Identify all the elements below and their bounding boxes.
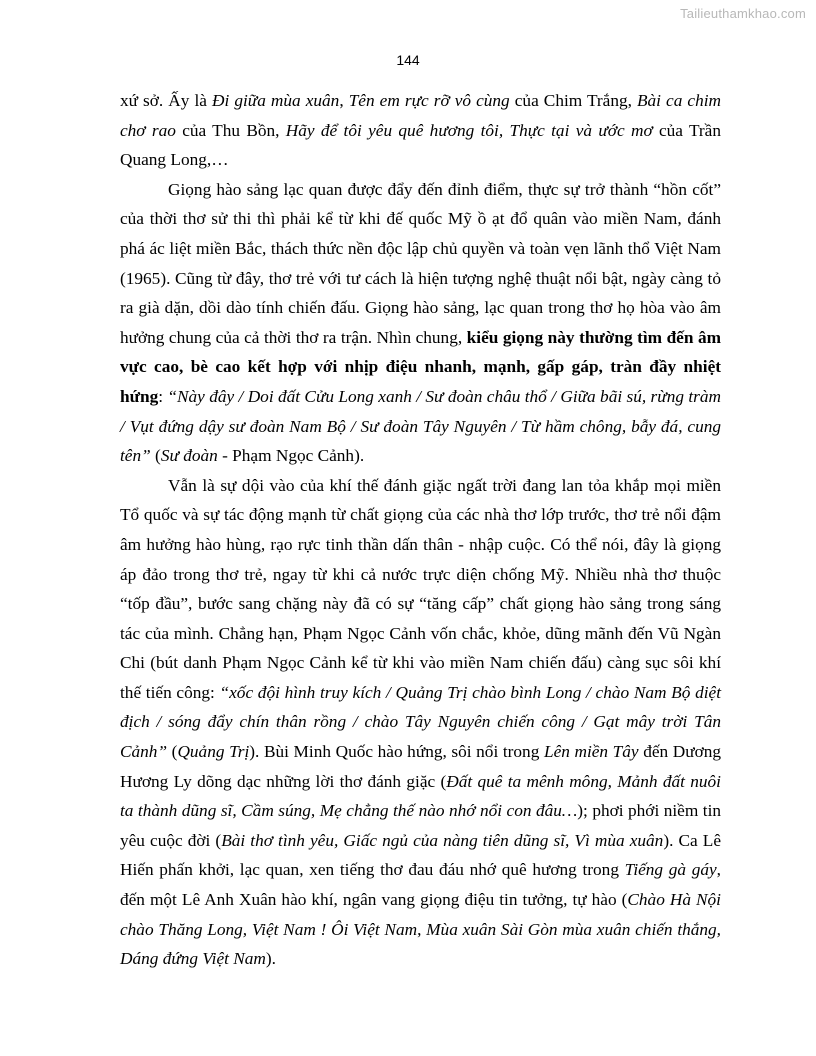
italic-run: Tiếng gà gáy bbox=[624, 860, 717, 880]
text-run: của Trần Quang Long,… bbox=[120, 120, 721, 170]
italic-run: Chào Hà Nội chào Thăng Long, Việt Nam ! Ôi Việt Nam bbox=[120, 890, 721, 939]
italic-run: “Này đây / Doi đất Cửu Long xanh / Sư đoàn châu thổ / Giữa bãi sú, rừng tràm / Vụt đứng dậy sư đoàn Nam Bộ / Sư đoàn Tây Nguyên / Từ hầm chông, bẫy đá, cung tên” bbox=[120, 386, 721, 466]
italic-run: Mùa xuân Sài Gòn mùa xuân chiến thắng, Dáng đứng Việt Nam bbox=[120, 919, 721, 969]
italic-run: Sư đoàn bbox=[160, 446, 218, 466]
text-run: ). Ca Lê Hiến phấn khởi, lạc quan, xen tiếng thơ đau đáu nhớ quê hương trong bbox=[120, 830, 721, 880]
italic-run: Quảng Trị bbox=[177, 742, 250, 762]
paragraph-1 bbox=[120, 86, 721, 175]
text-run: Vẫn là sự dội vào của khí thế đánh giặc ngất trời đang lan tỏa khắp mọi miền Tổ quốc và sự tác động mạnh từ chất giọng của các nhà thơ lớp trước, thơ trẻ nổi đậm âm hưởng hào hùng, rạo rực tinh thần dấn thân - nhập cuộc. Có thể nói, đây là giọng áp đảo trong thơ trẻ, ngay từ khi cả nước trực diện chống Mỹ. Nhiều nhà thơ thuộc “tốp đầu”, bước sang chặng này đã có sự “tăng cấp” chất giọng hào sảng trong sáng tác của mình. Chẳng hạn, Phạm Ngọc Cảnh vốn chắc, khỏe, dũng mãnh đến Vũ Ngàn Chi (bút danh Phạm Ngọc Cảnh kể từ khi vào miền Nam chiến đấu) càng sục sôi khí thế tiến công: bbox=[120, 475, 721, 702]
paragraph-2 bbox=[120, 175, 721, 471]
text-run: của Chim Trắng, bbox=[509, 91, 637, 110]
italic-run: Đi giữa mùa xuân bbox=[212, 91, 340, 110]
text-run: ). bbox=[265, 949, 276, 969]
italic-run: Đất quê ta mênh mông, Mảnh đất nuôi ta thành dũng sĩ, Cầm súng, Mẹ chẳng thế nào nhớ nổi con đâu… bbox=[120, 771, 721, 821]
text-run: ). Bùi Minh Quốc hào hứng, sôi nổi trong bbox=[249, 742, 544, 762]
watermark: Tailieuthamkhao.com bbox=[680, 6, 806, 21]
text-run: đến Dương Hương Ly dõng dạc những lời thơ đánh giặc ( bbox=[120, 742, 722, 791]
italic-run: Bài thơ tình yêu, Giấc ngủ của nàng tiên dũng sĩ, Vì mùa xuân bbox=[221, 830, 664, 850]
italic-run: Lên miền Tây bbox=[543, 742, 639, 762]
text-run: , bbox=[417, 919, 427, 939]
italic-run: Bài ca chim chơ rao bbox=[120, 91, 721, 140]
italic-run: “xốc đội hình truy kích / Quảng Trị chào bình Long / chào Nam Bộ diệt địch / sóng đẩy chín thân rồng / chào Tây Nguyên chiến công / Gạt mây trời Tân Cảnh” bbox=[120, 682, 721, 762]
text-run: - Phạm Ngọc Cảnh). bbox=[217, 446, 365, 466]
italic-run: Hãy để tôi yêu quê hương tôi, Thực tại và ước mơ bbox=[285, 120, 653, 140]
italic-run: Tên em rực rỡ vô cùng bbox=[348, 91, 510, 110]
text-run: : bbox=[158, 386, 168, 406]
bold-run: kiểu giọng này thường tìm đến âm vực cao, bè cao kết hợp với nhịp điệu nhanh, mạnh, gấp gáp, tràn đầy nhiệt hứng bbox=[120, 327, 722, 406]
page-number: 144 bbox=[396, 52, 420, 68]
text-run: ); phơi phới niềm tin yêu cuộc đời ( bbox=[120, 801, 722, 850]
paragraph-3 bbox=[120, 471, 721, 974]
text-run: , đến một Lê Anh Xuân hào khí, ngân vang giọng điệu tin tưởng, tự hào ( bbox=[120, 860, 721, 910]
text-run: xứ sở. Ấy là bbox=[120, 91, 212, 110]
text-run: của Thu Bồn, bbox=[175, 120, 286, 140]
text-run: , bbox=[339, 91, 349, 110]
text-run: Giọng hào sảng lạc quan được đẩy đến đỉnh điểm, thực sự trở thành “hồn cốt” của thời thơ sử thi thì phải kể từ khi đế quốc Mỹ ồ ạt đổ quân vào miền Nam, đánh phá ác liệt miền Bắc, thách thức nền độc lập chủ quyền và toàn vẹn lãnh thổ Việt Nam (1965). Cũng từ đây, thơ trẻ với tư cách là hiện tượng nghệ thuật nổi bật, ngày càng tỏ ra già dặn, dồi dào tính chiến đấu. Giọng hào sảng, lạc quan trong thơ họ hòa vào âm hưởng chung của cả thời thơ ra trận. Nhìn chung, bbox=[120, 179, 721, 347]
document-body bbox=[120, 86, 721, 974]
text-run: ( bbox=[167, 742, 178, 762]
text-run: ( bbox=[150, 446, 161, 466]
